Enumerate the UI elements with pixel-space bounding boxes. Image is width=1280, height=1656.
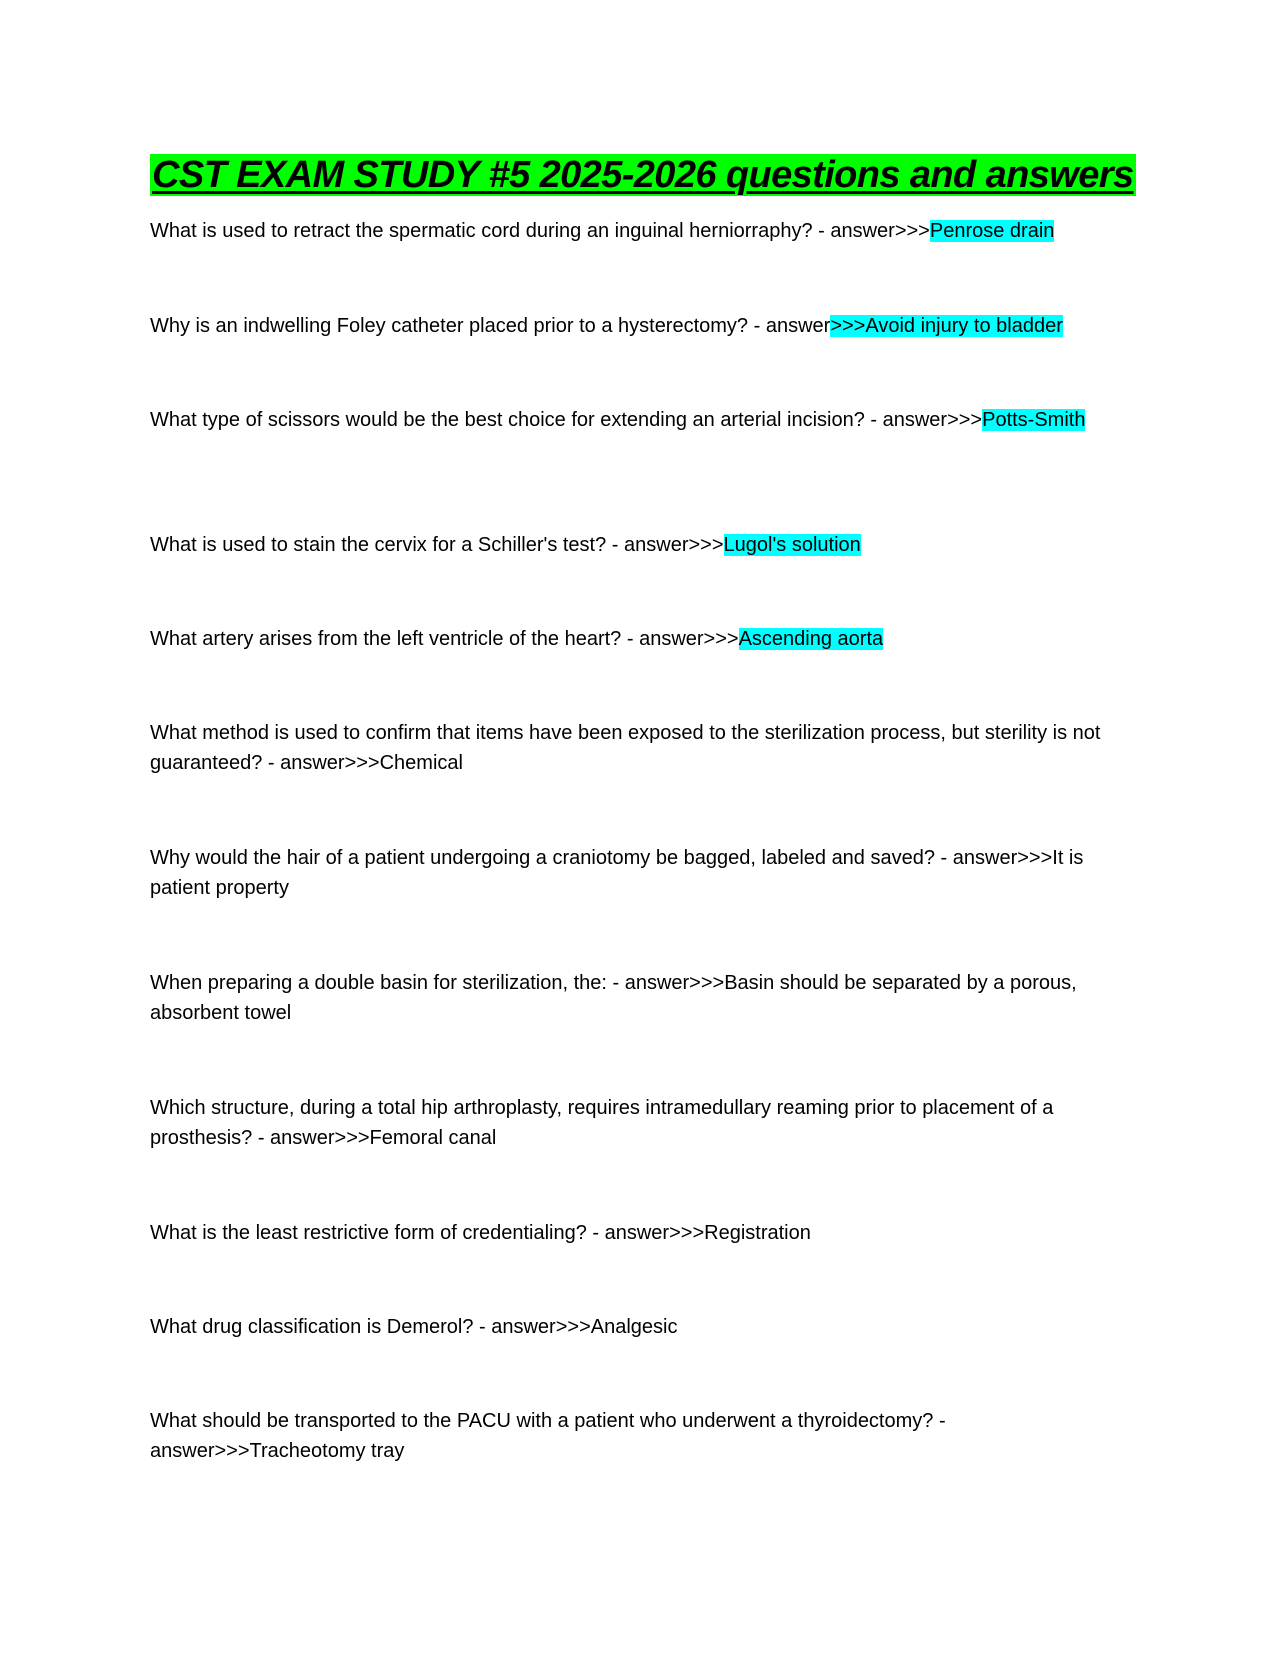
question-text: What should be transported to the PACU with a patient who underwent a thyroidectomy? - answer>>>Tracheotomy tray (150, 1410, 946, 1462)
question-text: When preparing a double basin for sterilization, the: - answer>>>Basin should be separated by a porous, absorbent towel (150, 972, 1077, 1024)
question-text: Why would the hair of a patient undergoing a craniotomy be bagged, labeled and saved? - answer>>>It is patient property (150, 847, 1084, 899)
question-text: What drug classification is Demerol? - answer>>>Analgesic (150, 1316, 678, 1338)
qa-item (150, 311, 1140, 341)
qa-item (150, 405, 1140, 435)
question-text: Why is an indwelling Foley catheter placed prior to a hysterectomy? - answer (150, 315, 831, 337)
highlighted-answer: Potts-Smith (982, 409, 1086, 431)
qa-item (150, 718, 1140, 778)
qa-item (150, 530, 1140, 560)
title-block (150, 148, 1140, 202)
highlighted-answer: Penrose drain (929, 220, 1055, 242)
question-text: What is used to retract the spermatic cord during an inguinal herniorraphy? - answer>>> (150, 220, 930, 242)
qa-item (150, 968, 1140, 1028)
qa-item (150, 216, 1140, 246)
highlighted-answer: >>>Avoid injury to bladder (830, 315, 1063, 337)
document-page (150, 148, 1140, 1462)
question-text: Which structure, during a total hip arthroplasty, requires intramedullary reaming prior to placement of a prosthesis? - answer>>>Femoral canal (150, 1097, 1054, 1149)
question-text: What artery arises from the left ventricle of the heart? - answer>>> (150, 628, 739, 650)
question-text: What type of scissors would be the best choice for extending an arterial incision? - answer>>> (150, 409, 983, 431)
qa-item (150, 1406, 1140, 1466)
qa-item (150, 843, 1140, 903)
qa-item (150, 1218, 1140, 1248)
qa-item (150, 1312, 1140, 1342)
qa-item (150, 1093, 1140, 1153)
question-text: What method is used to confirm that items have been exposed to the sterilization process, but sterility is not guaranteed? - answer>>>Chemical (150, 722, 1101, 774)
question-text: What is used to stain the cervix for a Schiller's test? - answer>>> (150, 534, 724, 556)
question-text: What is the least restrictive form of credentialing? - answer>>>Registration (150, 1222, 811, 1244)
highlighted-answer: Lugol's solution (723, 534, 861, 556)
document-title: CST EXAM STUDY #5 2025-2026 questions and answers (152, 154, 1134, 196)
qa-item (150, 624, 1140, 654)
highlighted-answer: Ascending aorta (738, 628, 884, 650)
